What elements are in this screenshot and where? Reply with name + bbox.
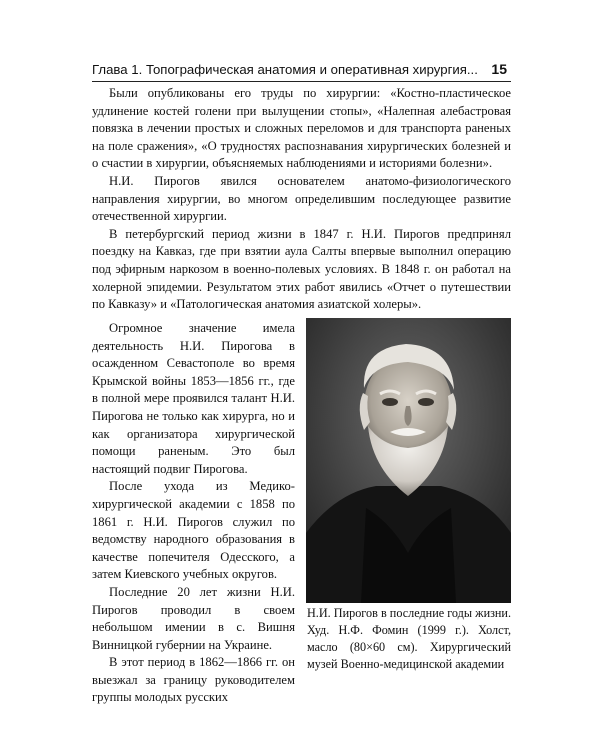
paragraph-founder: Н.И. Пирогов явился основателем анатомо-физиологического направления хирургии, во многом определившим последующее развитие отечественной хирургии. (92, 173, 511, 224)
portrait-photo (306, 318, 511, 603)
figure-caption (307, 605, 511, 673)
paragraph-caucasus: В петербургский период жизни в 1847 г. Н.И. Пирогов предпринял поездку на Кавказ, где при взятии аула Салты впервые выполнил операцию под эфирным наркозом в военно-полевых условиях. В 1848 г. он работал на холерной эпидемии. Результатом этих работ явились «Отчет о путешествии по Кавказу» и «Патологическая анатомия азиатской холеры». (92, 226, 511, 312)
body-text-top (92, 85, 511, 314)
caption-text: Н.И. Пирогов в последние годы жизни. Худ. Н.Ф. Фомин (1999 г.). Холст, масло (80×60 см). Хирургический музей Военно-медицинской академии (307, 606, 511, 671)
page-number: 15 (491, 61, 507, 77)
paragraph-works: Были опубликованы его труды по хирургии: «Костно-пластическое удлинение костей голени при вылущении стопы», «Налепная алебастровая повязка в лечении простых и сложных переломов и для транспорта раненых на поле сражения», «О трудностях распознавания хирургических болезней и о счастии в хирургии, объясняемых наблюдениями и историями болезни». (92, 86, 511, 171)
body-text-left-column (92, 320, 295, 707)
header-rule (92, 81, 511, 82)
paragraph-sevastopol: Огромное значение имела деятельность Н.И. Пирогова в осажденном Севастополе во время Крымской войны 1853—1856 гг., где в полной мере проявился талант Н.И. Пирогова не только как хирурга, но и как организатора хирургической помощи раненым. Это был настоящий подвиг Пирогова. (92, 321, 295, 476)
chapter-title: Глава 1. Топографическая анатомия и оперативная хирургия... (92, 62, 478, 77)
paragraph-vishnya: Последние 20 лет жизни Н.И. Пирогов проводил в своем небольшом имении в с. Вишня Винницкой губернии на Украине. (92, 584, 295, 652)
paragraph-education: После ухода из Медико-хирургической академии с 1858 по 1861 г. Н.И. Пирогов служил по ведомству народного образования в качестве попечителя Одесского, а затем Киевского учебных округов. (92, 479, 295, 582)
running-header (92, 62, 511, 82)
paragraph-abroad: В этот период в 1862—1866 гг. он выезжал за границу руководителем группы молодых русских (92, 655, 295, 705)
portrait-illustration (306, 318, 511, 603)
